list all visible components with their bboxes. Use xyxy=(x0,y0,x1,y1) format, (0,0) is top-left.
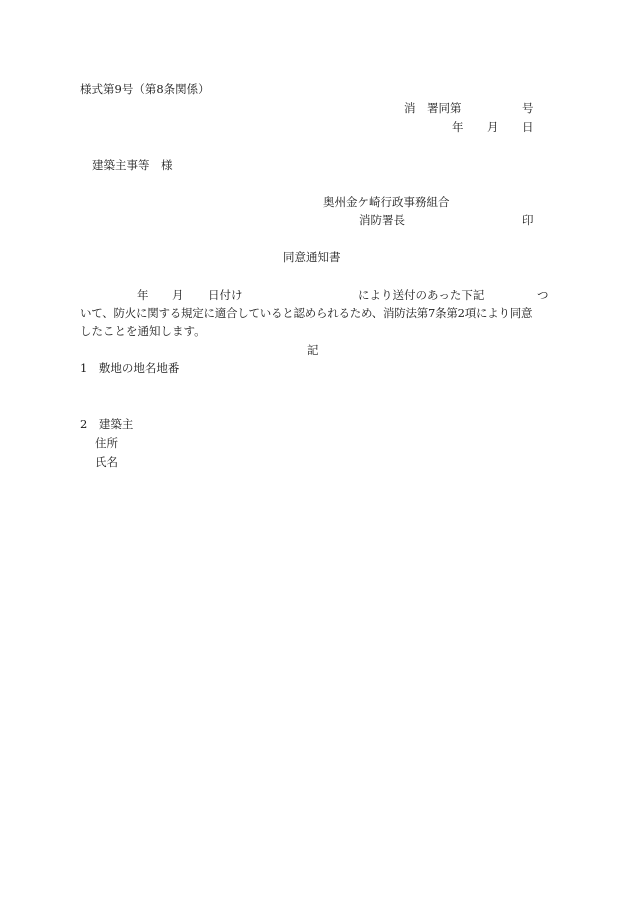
form-number: 様式第9号（第8条関係） xyxy=(80,82,210,96)
doc-number-prefix: 消 署同第 xyxy=(404,101,462,115)
date-day: 日 xyxy=(522,120,534,134)
subitem-name: 氏名 xyxy=(95,455,118,469)
body-year: 年 xyxy=(137,288,149,302)
doc-number-suffix: 号 xyxy=(522,101,534,115)
date-year: 年 xyxy=(452,120,464,134)
subitem-address: 住所 xyxy=(95,436,118,450)
body-month: 月 xyxy=(172,288,184,302)
item-site-location: 1 敷地の地名地番 xyxy=(80,361,180,375)
body-line-2: いて、防火に関する規定に適合していると認められるため、消防法第7条第2項により同意 xyxy=(80,306,533,320)
body-tsu: つ xyxy=(537,288,549,302)
body-date-attached: 日付け xyxy=(208,288,243,302)
issuer-title: 消防署長 xyxy=(359,213,405,227)
addressee: 建築主事等 様 xyxy=(92,158,173,172)
issuer-organization: 奥州金ケ崎行政事務組合 xyxy=(323,195,450,209)
ki-heading: 記 xyxy=(307,343,319,357)
seal-mark: 印 xyxy=(522,213,534,227)
date-month: 月 xyxy=(487,120,499,134)
document-title: 同意通知書 xyxy=(283,250,341,264)
item-building-owner: 2 建築主 xyxy=(80,417,134,431)
body-sent-by: により送付のあった下記 xyxy=(358,288,485,302)
body-line-3: したことを通知します。 xyxy=(80,324,206,338)
